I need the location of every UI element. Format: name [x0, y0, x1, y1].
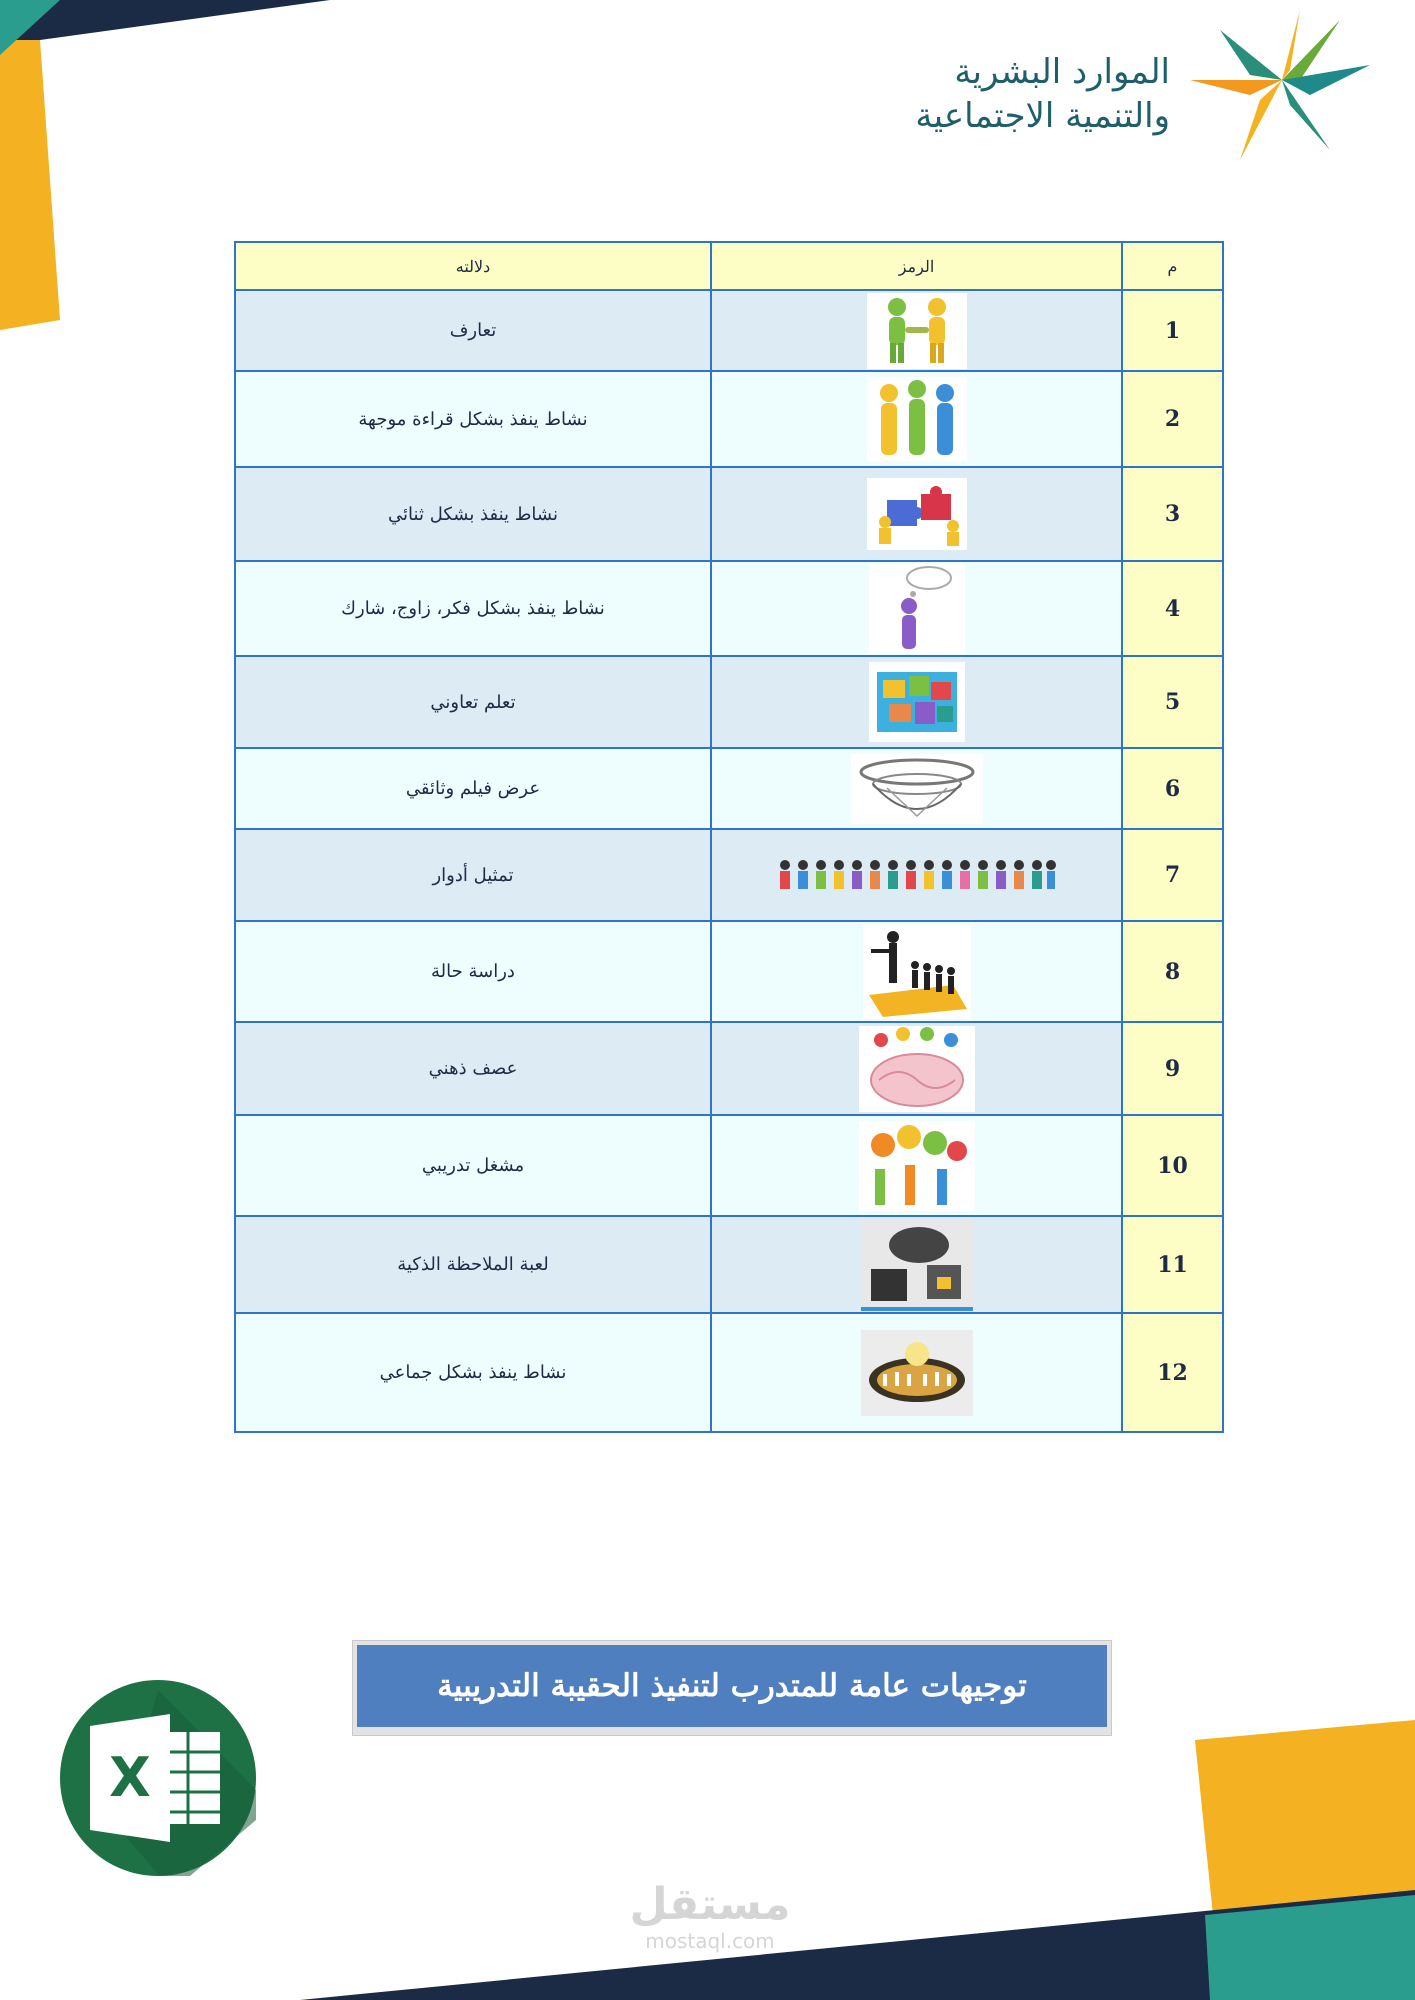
row-symbol-cell — [711, 467, 1122, 561]
row-symbol-cell — [711, 921, 1122, 1022]
row-number: 7 — [1122, 829, 1223, 921]
row-symbol-cell — [711, 829, 1122, 921]
row-meaning: نشاط ينفذ بشكل جماعي — [235, 1313, 711, 1432]
logo-line-1: الموارد البشرية — [954, 52, 1170, 92]
table-row — [235, 921, 1223, 1022]
table-row — [235, 290, 1223, 371]
row-symbol-cell — [711, 1216, 1122, 1313]
table-row — [235, 656, 1223, 748]
row-number: 8 — [1122, 921, 1223, 1022]
table-row — [235, 1115, 1223, 1216]
table-row — [235, 561, 1223, 656]
excel-logo-letter: X — [109, 1746, 151, 1809]
row-number: 4 — [1122, 561, 1223, 656]
ministry-logo-icon — [1190, 10, 1375, 160]
header-symbol: الرمز — [711, 242, 1122, 290]
film-reel-icon — [851, 754, 983, 824]
row-meaning: دراسة حالة — [235, 921, 711, 1022]
excel-logo-icon — [60, 1680, 256, 1876]
cooperative-puzzle-icon — [869, 662, 965, 742]
row-meaning: مشغل تدريبي — [235, 1115, 711, 1216]
header-num: م — [1122, 242, 1223, 290]
mostaql-watermark — [620, 1880, 800, 1952]
row-meaning: تعارف — [235, 290, 711, 371]
people-row-icon — [777, 857, 1057, 893]
activity-symbols-table — [234, 241, 1224, 1433]
table-row — [235, 829, 1223, 921]
row-number: 3 — [1122, 467, 1223, 561]
row-meaning: تمثيل أدوار — [235, 829, 711, 921]
guidelines-banner — [352, 1640, 1112, 1736]
group-discussion-icon — [867, 377, 967, 461]
row-number: 11 — [1122, 1216, 1223, 1313]
header-meaning: دلالته — [235, 242, 711, 290]
brain-ideas-icon — [859, 1026, 975, 1112]
row-symbol-cell — [711, 1313, 1122, 1432]
gears-team-icon — [859, 1121, 975, 1211]
table-row — [235, 467, 1223, 561]
row-number: 1 — [1122, 290, 1223, 371]
row-meaning: لعبة الملاحظة الذكية — [235, 1216, 711, 1313]
ministry-logo-text — [850, 50, 1170, 138]
row-number: 10 — [1122, 1115, 1223, 1216]
table-row — [235, 1313, 1223, 1432]
row-meaning: نشاط ينفذ بشكل ثنائي — [235, 467, 711, 561]
row-meaning: تعلم تعاوني — [235, 656, 711, 748]
row-symbol-cell — [711, 1115, 1122, 1216]
group-light-icon — [861, 1330, 973, 1416]
row-meaning: عرض فيلم وثائقي — [235, 748, 711, 829]
row-symbol-cell — [711, 290, 1122, 371]
row-number: 6 — [1122, 748, 1223, 829]
watermark-latin: mostaql.com — [645, 1929, 775, 1953]
row-symbol-cell — [711, 748, 1122, 829]
watermark-arabic: مستقل — [629, 1879, 791, 1930]
table-header-row — [235, 242, 1223, 290]
row-number: 5 — [1122, 656, 1223, 748]
table-row — [235, 748, 1223, 829]
thinking-person-icon — [869, 564, 965, 654]
table-row — [235, 1022, 1223, 1115]
brain-machine-icon — [861, 1219, 973, 1311]
banner-title: توجيهات عامة للمتدرب لتنفيذ الحقيبة التدريبية — [357, 1645, 1107, 1727]
table-row — [235, 371, 1223, 467]
row-meaning: عصف ذهني — [235, 1022, 711, 1115]
table-row — [235, 1216, 1223, 1313]
row-meaning: نشاط ينفذ بشكل قراءة موجهة — [235, 371, 711, 467]
presenter-audience-icon — [863, 925, 971, 1019]
row-symbol-cell — [711, 1022, 1122, 1115]
row-number: 12 — [1122, 1313, 1223, 1432]
puzzle-pair-icon — [867, 478, 967, 550]
row-symbol-cell — [711, 561, 1122, 656]
two-people-handshake-icon — [867, 293, 967, 369]
row-number: 2 — [1122, 371, 1223, 467]
row-meaning: نشاط ينفذ بشكل فكر، زاوج، شارك — [235, 561, 711, 656]
row-number: 9 — [1122, 1022, 1223, 1115]
row-symbol-cell — [711, 656, 1122, 748]
row-symbol-cell — [711, 371, 1122, 467]
logo-line-2: والتنمية الاجتماعية — [915, 96, 1170, 136]
